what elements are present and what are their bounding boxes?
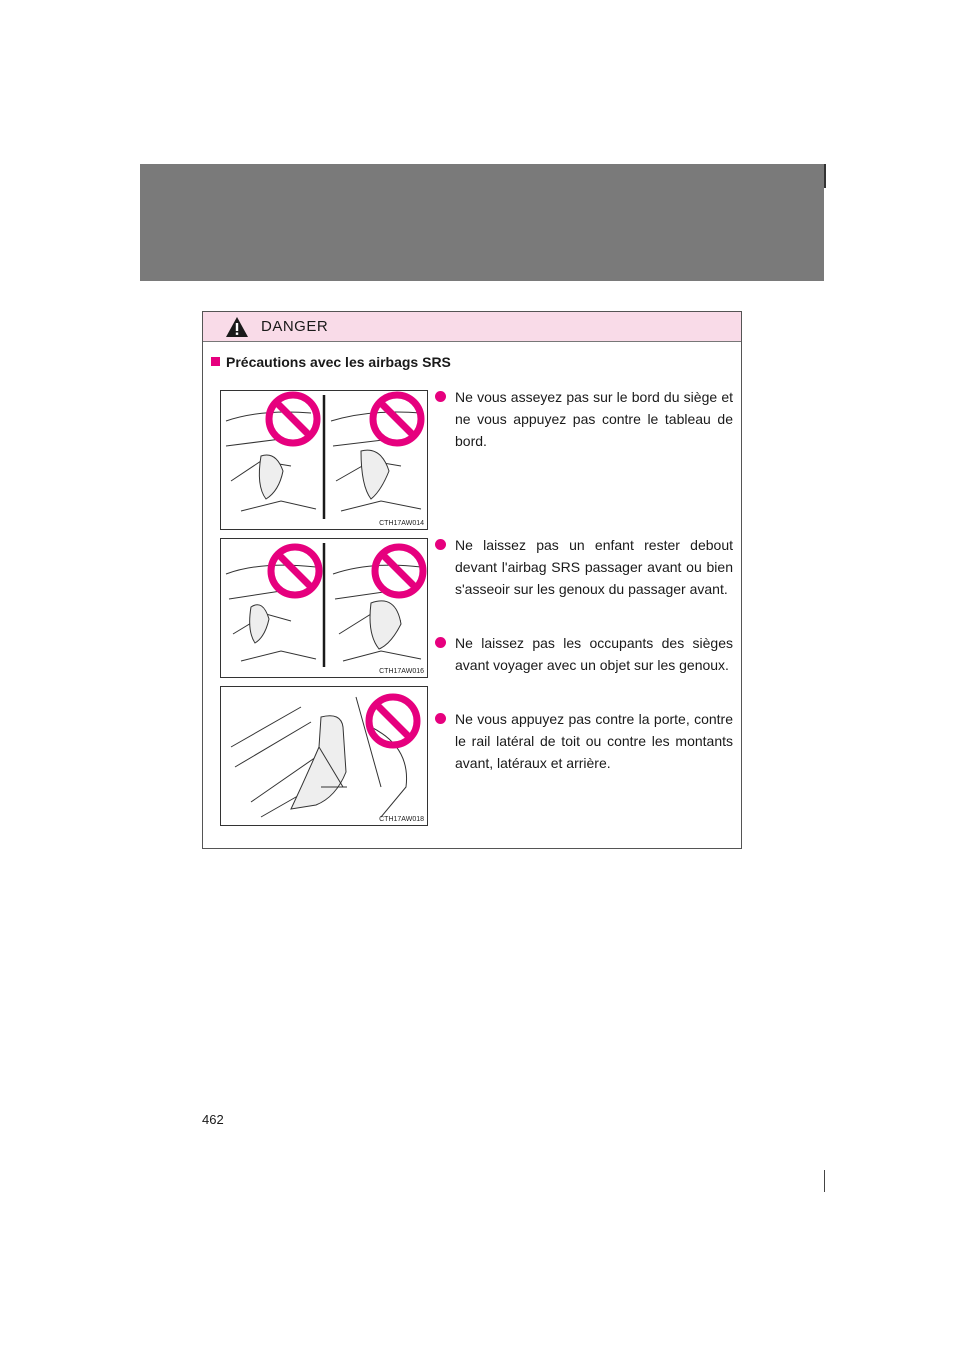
section-title <box>211 354 451 370</box>
prohibition-icon <box>369 697 417 745</box>
list-item <box>435 386 733 452</box>
page-number: 462 <box>202 1112 224 1127</box>
danger-box <box>202 311 742 849</box>
prohibition-icon <box>271 547 319 595</box>
illustration-lean-door <box>221 687 427 825</box>
header-band <box>140 164 824 281</box>
bullet-dot-icon <box>435 539 446 550</box>
figure-lean-dashboard <box>220 390 428 530</box>
list-item <box>435 632 733 676</box>
bullet-dot-icon <box>435 637 446 648</box>
bullet-dot-icon <box>435 391 446 402</box>
prohibition-icon <box>375 547 423 595</box>
prohibition-icon <box>269 395 317 443</box>
bullet-text: Ne vous appuyez pas contre la porte, contre le rail latéral de toit ou contre les montants avant, latéraux et arrière. <box>455 711 733 771</box>
section-square-icon <box>211 357 220 366</box>
illustration-child-standing <box>221 539 427 677</box>
prohibition-icon <box>373 395 421 443</box>
bullet-text: Ne laissez pas les occupants des sièges avant voyager avec un objet sur les genoux. <box>455 635 733 673</box>
list-item <box>435 708 733 774</box>
corner-mark <box>824 164 826 188</box>
danger-header <box>203 312 741 342</box>
illustration-lean-dashboard <box>221 391 427 529</box>
figure-caption: CTH17AW014 <box>379 520 424 527</box>
warning-triangle-icon <box>225 316 249 338</box>
side-mark <box>824 1170 825 1192</box>
bullet-text: Ne vous asseyez pas sur le bord du siège et ne vous appuyez pas contre le tableau de bord. <box>455 389 733 449</box>
figure-caption: CTH17AW016 <box>379 668 424 675</box>
section-title-text: Précautions avec les airbags SRS <box>226 354 451 370</box>
danger-title: DANGER <box>261 318 329 335</box>
figure-child-standing <box>220 538 428 678</box>
figure-caption: CTH17AW018 <box>379 816 424 823</box>
bullet-dot-icon <box>435 713 446 724</box>
list-item <box>435 534 733 600</box>
bullet-text: Ne laissez pas un enfant rester debout devant l'airbag SRS passager avant ou bien s'asseoir sur les genoux du passager avant. <box>455 537 733 597</box>
figure-lean-door <box>220 686 428 826</box>
